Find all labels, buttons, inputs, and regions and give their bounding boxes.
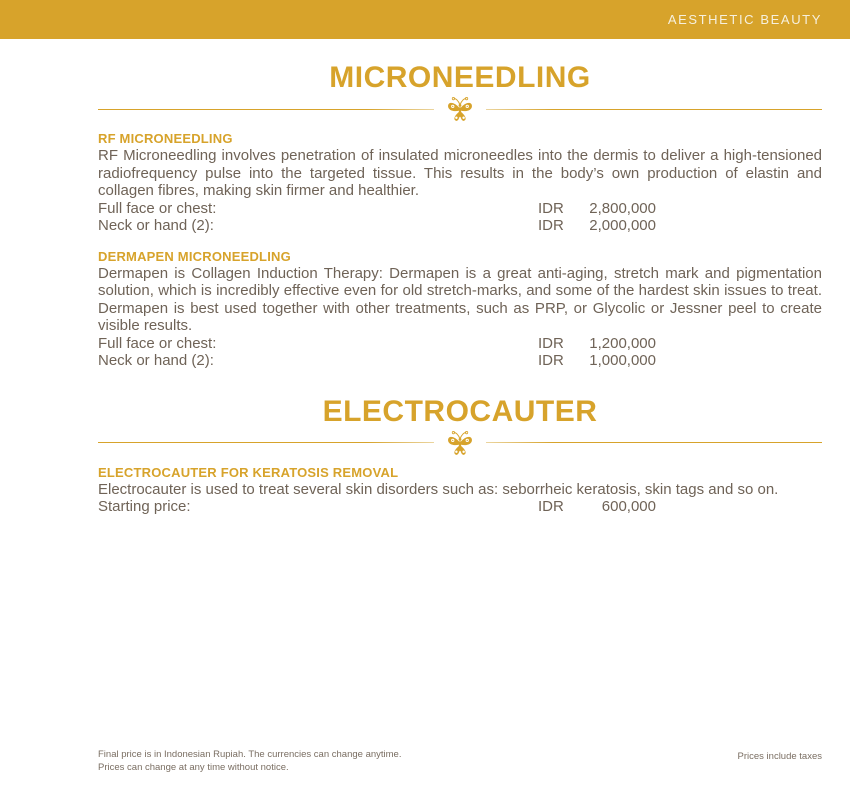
price-currency: IDR xyxy=(538,216,564,234)
section-divider xyxy=(98,95,822,123)
footer xyxy=(98,748,822,774)
section-microneedling xyxy=(98,61,822,369)
treatment-description: Electrocauter is used to treat several skin disorders such as: seborrheic keratosis, skin tags and so on. xyxy=(98,480,779,498)
price-currency: IDR xyxy=(538,334,564,352)
price-row xyxy=(98,335,822,352)
price-value xyxy=(538,217,656,234)
treatment-description: RF Microneedling involves penetration of insulated microneedles into the dermis to deliver a high-tensioned radiofrequency pulse into the targeted tissue. This results in the body’s own production of elastin and collagen fibres, making skin firmer and healthier. xyxy=(98,147,822,199)
divider-line-left xyxy=(98,442,434,443)
treatment-item-electrocauter-keratosis xyxy=(98,465,822,516)
price-amount: 2,000,000 xyxy=(589,216,656,234)
footer-taxes-note: Prices include taxes xyxy=(737,751,822,762)
price-label: Full face or chest: xyxy=(98,199,217,217)
divider-line-right xyxy=(486,109,822,110)
treatment-item-rf-microneedling xyxy=(98,131,822,234)
price-label: Neck or hand (2): xyxy=(98,351,214,369)
price-currency: IDR xyxy=(538,351,564,369)
price-amount: 600,000 xyxy=(601,498,656,515)
price-row xyxy=(98,352,822,369)
price-value xyxy=(538,352,656,369)
divider-line-left xyxy=(98,109,434,110)
price-label: Neck or hand (2): xyxy=(98,216,214,234)
treatment-heading: DERMAPEN MICRONEEDLING xyxy=(98,248,291,264)
footer-note-line1: Final price is in Indonesian Rupiah. The currencies can change anytime. xyxy=(98,749,402,760)
section-electrocauter xyxy=(98,395,822,516)
price-value xyxy=(538,335,656,352)
treatment-heading: ELECTROCAUTER FOR KERATOSIS REMOVAL xyxy=(98,464,399,480)
price-row xyxy=(98,498,822,515)
butterfly-ornament-icon xyxy=(446,94,474,124)
butterfly-ornament-icon xyxy=(446,428,474,458)
price-label: Full face or chest: xyxy=(98,334,217,352)
price-amount: 1,000,000 xyxy=(589,351,656,369)
price-currency: IDR xyxy=(538,498,564,515)
section-title: ELECTROCAUTER xyxy=(322,394,598,428)
price-row xyxy=(98,217,822,234)
treatment-item-dermapen-microneedling xyxy=(98,249,822,369)
top-brand-bar xyxy=(0,0,850,39)
footer-notes xyxy=(98,748,401,774)
price-value xyxy=(538,200,656,217)
brand-name: AESTHETIC BEAUTY xyxy=(667,12,822,27)
section-divider xyxy=(98,429,822,457)
divider-line-right xyxy=(486,442,822,443)
footer-note-line2: Prices can change at any time without notice. xyxy=(98,762,289,773)
price-label: Starting price: xyxy=(98,498,191,515)
treatment-heading: RF MICRONEEDLING xyxy=(98,131,233,146)
content-column xyxy=(98,61,822,515)
price-currency: IDR xyxy=(538,199,564,217)
section-title: MICRONEEDLING xyxy=(329,61,591,94)
price-amount: 1,200,000 xyxy=(589,334,656,352)
price-value xyxy=(538,498,656,515)
price-amount: 2,800,000 xyxy=(589,199,656,217)
price-row xyxy=(98,200,822,217)
treatment-description: Dermapen is Collagen Induction Therapy: Dermapen is a great anti-aging, stretch mark and pigmentation solution, which is incredibly effective even for old stretch-marks, and some of the hardest skin issues to treat. Dermapen is best used together with other treatments, such as PRP, or Glycolic or Jessner peel to create visible results. xyxy=(98,264,822,334)
